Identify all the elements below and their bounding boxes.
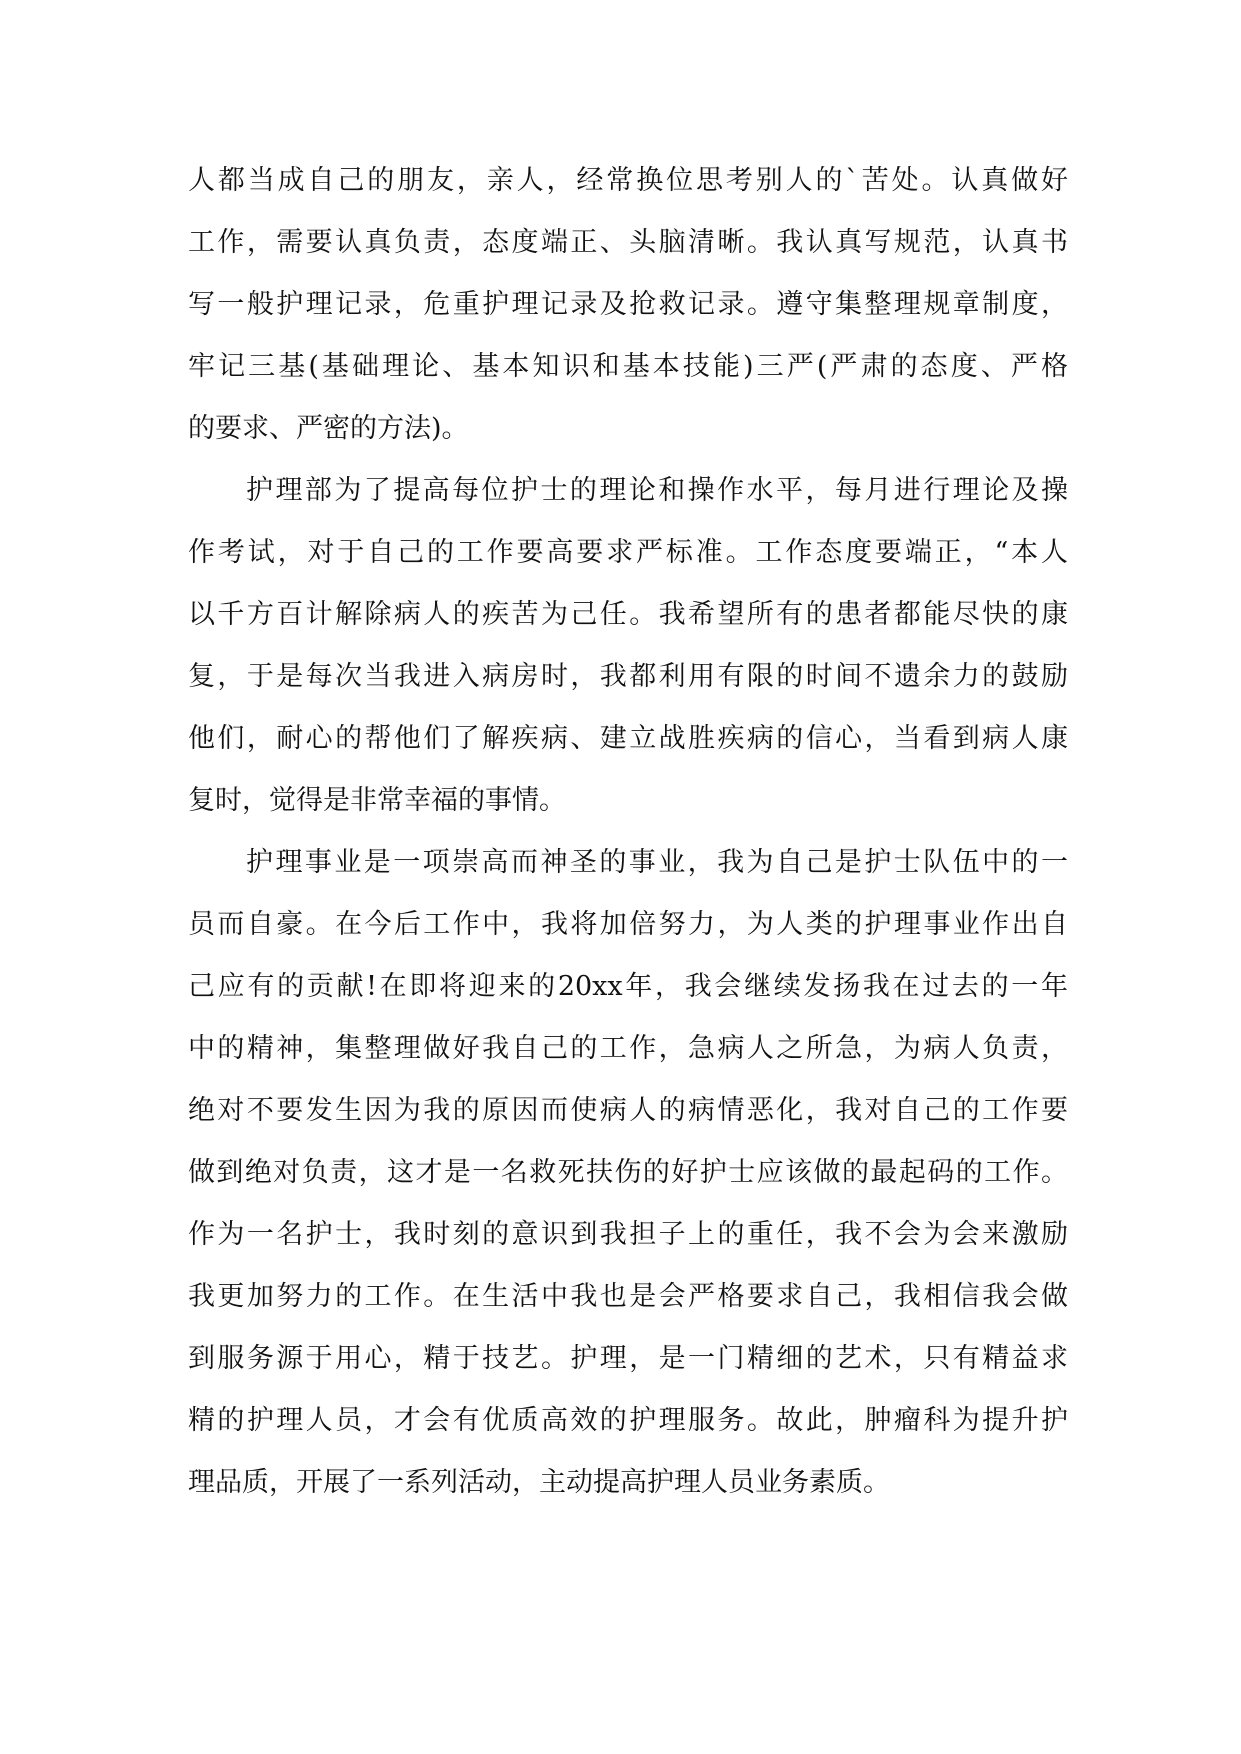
text-line: 的要求、严密的方法)。 [188, 413, 469, 444]
paragraph-3 [188, 832, 1068, 1514]
text-line: 复，于是每次当我进入病房时，我都利用有限的时间不遗余力的鼓励 [188, 661, 1068, 692]
text-line: 己应有的贡献!在即将迎来的20xx年，我会继续发扬我在过去的一年 [188, 971, 1068, 1002]
text-line: 绝对不要发生因为我的原因而使病人的病情恶化，我对自己的工作要 [188, 1095, 1068, 1126]
text-line: 写一般护理记录，危重护理记录及抢救记录。遵守集整理规章制度， [188, 289, 1068, 320]
text-line: 工作，需要认真负责，态度端正、头脑清晰。我认真写规范，认真书 [188, 227, 1068, 258]
text-line: 员而自豪。在今后工作中，我将加倍努力，为人类的护理事业作出自 [188, 909, 1068, 940]
text-line: 作为一名护士，我时刻的意识到我担子上的重任，我不会为会来激励 [188, 1219, 1068, 1250]
text-line: 人都当成自己的朋友，亲人，经常换位思考别人的`苦处。认真做好 [188, 165, 1068, 196]
text-line: 牢记三基(基础理论、基本知识和基本技能)三严(严肃的态度、严格 [188, 351, 1068, 382]
text-line: 他们，耐心的帮他们了解疾病、建立战胜疾病的信心，当看到病人康 [188, 723, 1068, 754]
text-line: 做到绝对负责，这才是一名救死扶伤的好护士应该做的最起码的工作。 [188, 1157, 1068, 1188]
text-line: 我更加努力的工作。在生活中我也是会严格要求自己，我相信我会做 [188, 1281, 1068, 1312]
text-line: 到服务源于用心，精于技艺。护理，是一门精细的艺术，只有精益求 [188, 1343, 1068, 1374]
text-line: 护理事业是一项崇高而神圣的事业，我为自己是护士队伍中的一 [246, 847, 1068, 878]
body-text [188, 150, 1068, 1514]
paragraph-1 [188, 150, 1068, 460]
text-line: 精的护理人员，才会有优质高效的护理服务。故此，肿瘤科为提升护 [188, 1405, 1068, 1436]
text-line: 以千方百计解除病人的疾苦为己任。我希望所有的患者都能尽快的康 [188, 599, 1068, 630]
text-line: 复时，觉得是非常幸福的事情。 [188, 785, 566, 816]
text-line: 中的精神，集整理做好我自己的工作，急病人之所急，为病人负责， [188, 1033, 1068, 1064]
text-line: 护理部为了提高每位护士的理论和操作水平，每月进行理论及操 [246, 475, 1068, 506]
paragraph-2 [188, 460, 1068, 832]
text-line: 理品质，开展了一系列活动，主动提高护理人员业务素质。 [188, 1467, 890, 1498]
text-line: 作考试，对于自己的工作要高要求严标准。工作态度要端正，“本人 [188, 537, 1068, 568]
